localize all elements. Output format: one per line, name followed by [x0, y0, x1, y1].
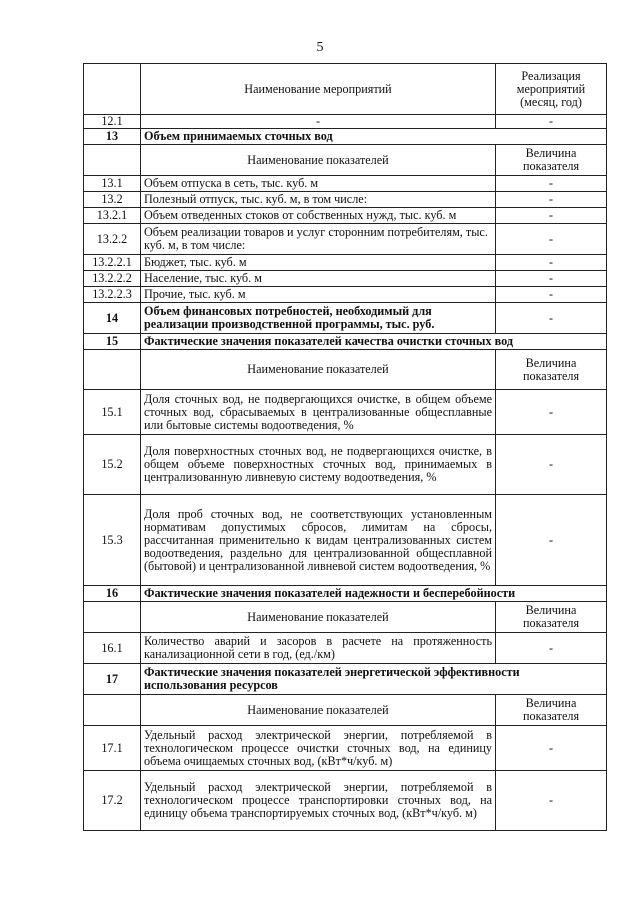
table-row [84, 633, 607, 664]
section-number: 13 [84, 129, 141, 145]
row-number: 13.2 [84, 192, 141, 208]
row-name: Прочие, тыс. куб. м [141, 287, 496, 303]
table-row [84, 435, 607, 495]
row-value: - [496, 287, 607, 303]
row-name: Объем отведенных стоков от собственных нужд, тыс. куб. м [141, 208, 496, 224]
row-value: - [496, 390, 607, 435]
row-value: - [496, 208, 607, 224]
row-value: - [496, 255, 607, 271]
subheader-row-17 [84, 695, 607, 726]
row-number: 15.2 [84, 435, 141, 495]
row-number: 15.1 [84, 390, 141, 435]
table-row [84, 271, 607, 287]
table-row [84, 495, 607, 586]
row-number: 12.1 [84, 115, 141, 129]
subheader-value-cell: Величина показателя [496, 602, 607, 633]
row-value: - [496, 224, 607, 255]
row-number: 13.1 [84, 176, 141, 192]
program-table [83, 63, 607, 831]
section-title: Фактические значения показателей надежности и бесперебойности [141, 586, 607, 602]
subheader-number-cell [84, 350, 141, 390]
section-title: Фактические значения показателей энергетической эффективности использования ресурсов [141, 664, 607, 695]
table-row [84, 287, 607, 303]
row-name: Удельный расход электрической энергии, потребляемой в технологическом процессе очистки сточных вод, на единицу объема очищаемых сточных вод, (кВт*ч/куб. м) [141, 726, 496, 771]
table-row [84, 224, 607, 255]
subheader-value-cell: Величина показателя [496, 695, 607, 726]
row-number: 17.1 [84, 726, 141, 771]
row-number: 16.1 [84, 633, 141, 664]
table-row [84, 726, 607, 771]
page-number: 5 [316, 40, 324, 55]
table-header-row [84, 64, 607, 115]
row-name: Доля проб сточных вод, не соответствующих установленным нормативам допустимых сбросов, лимитам на сбросы, рассчитанная применительно к видам централизованных систем водоотведения, раздельно для централизованной общесплавной (бытовой) и централизованной ливневой систем водоотведения, % [141, 495, 496, 586]
row-number: 13.2.2.2 [84, 271, 141, 287]
row-name: Доля сточных вод, не подвергающихся очистке, в общем объеме сточных вод, сбрасываемых в централизованные общесплавные или бытовые системы водоотведения, % [141, 390, 496, 435]
row-number: 13.2.2.3 [84, 287, 141, 303]
row-name: Бюджет, тыс. куб. м [141, 255, 496, 271]
row-name: Полезный отпуск, тыс. куб. м, в том числе: [141, 192, 496, 208]
section-row-17 [84, 664, 607, 695]
row-value: - [496, 303, 607, 334]
section-row-14 [84, 303, 607, 334]
section-title: Фактические значения показателей качества очистки сточных вод [141, 334, 607, 350]
table-row [84, 771, 607, 831]
row-name: Количество аварий и засоров в расчете на протяженность канализационной сети в год, (ед./км) [141, 633, 496, 664]
section-title: Объем принимаемых сточных вод [141, 129, 607, 145]
subheader-row-16 [84, 602, 607, 633]
section-number: 17 [84, 664, 141, 695]
row-value: - [496, 115, 607, 129]
row-name: Объем реализации товаров и услуг сторонним потребителям, тыс. куб. м, в том числе: [141, 224, 496, 255]
row-name: Удельный расход электрической энергии, потребляемой в технологическом процессе транспортировки сточных вод, на единицу объема транспортируемых сточных вод, (кВт*ч/куб. м) [141, 771, 496, 831]
row-value: - [496, 176, 607, 192]
section-title: Объем финансовых потребностей, необходимый для реализации производственной программы, тыс. руб. [141, 303, 496, 334]
subheader-row-13 [84, 145, 607, 176]
table-row [84, 176, 607, 192]
row-name: Население, тыс. куб. м [141, 271, 496, 287]
row-number: 13.2.2 [84, 224, 141, 255]
subheader-number-cell [84, 695, 141, 726]
subheader-name-cell: Наименование показателей [141, 145, 496, 176]
header-name-cell: Наименование мероприятий [141, 64, 496, 115]
table-row [84, 115, 607, 129]
row-name: - [141, 115, 496, 129]
section-number: 15 [84, 334, 141, 350]
table-row [84, 390, 607, 435]
section-row-13 [84, 129, 607, 145]
subheader-name-cell: Наименование показателей [141, 695, 496, 726]
table-row [84, 255, 607, 271]
row-value: - [496, 271, 607, 287]
section-row-16 [84, 586, 607, 602]
table-row [84, 208, 607, 224]
row-number: 13.2.2.1 [84, 255, 141, 271]
header-number-cell [84, 64, 141, 115]
row-value: - [496, 192, 607, 208]
subheader-number-cell [84, 602, 141, 633]
row-value: - [496, 726, 607, 771]
subheader-name-cell: Наименование показателей [141, 602, 496, 633]
row-value: - [496, 495, 607, 586]
subheader-name-cell: Наименование показателей [141, 350, 496, 390]
section-number: 14 [84, 303, 141, 334]
row-number: 17.2 [84, 771, 141, 831]
header-realization-cell: Реализация мероприятий (месяц, год) [496, 64, 607, 115]
row-value: - [496, 435, 607, 495]
row-name: Доля поверхностных сточных вод, не подвергающихся очистке, в общем объеме поверхностных сточных вод, принимаемых в централизованную ливневую систему водоотведения, % [141, 435, 496, 495]
section-number: 16 [84, 586, 141, 602]
row-number: 15.3 [84, 495, 141, 586]
row-value: - [496, 633, 607, 664]
row-number: 13.2.1 [84, 208, 141, 224]
subheader-number-cell [84, 145, 141, 176]
row-value: - [496, 771, 607, 831]
subheader-value-cell: Величина показателя [496, 145, 607, 176]
subheader-row-15 [84, 350, 607, 390]
subheader-value-cell: Величина показателя [496, 350, 607, 390]
section-row-15 [84, 334, 607, 350]
table-row [84, 192, 607, 208]
row-name: Объем отпуска в сеть, тыс. куб. м [141, 176, 496, 192]
